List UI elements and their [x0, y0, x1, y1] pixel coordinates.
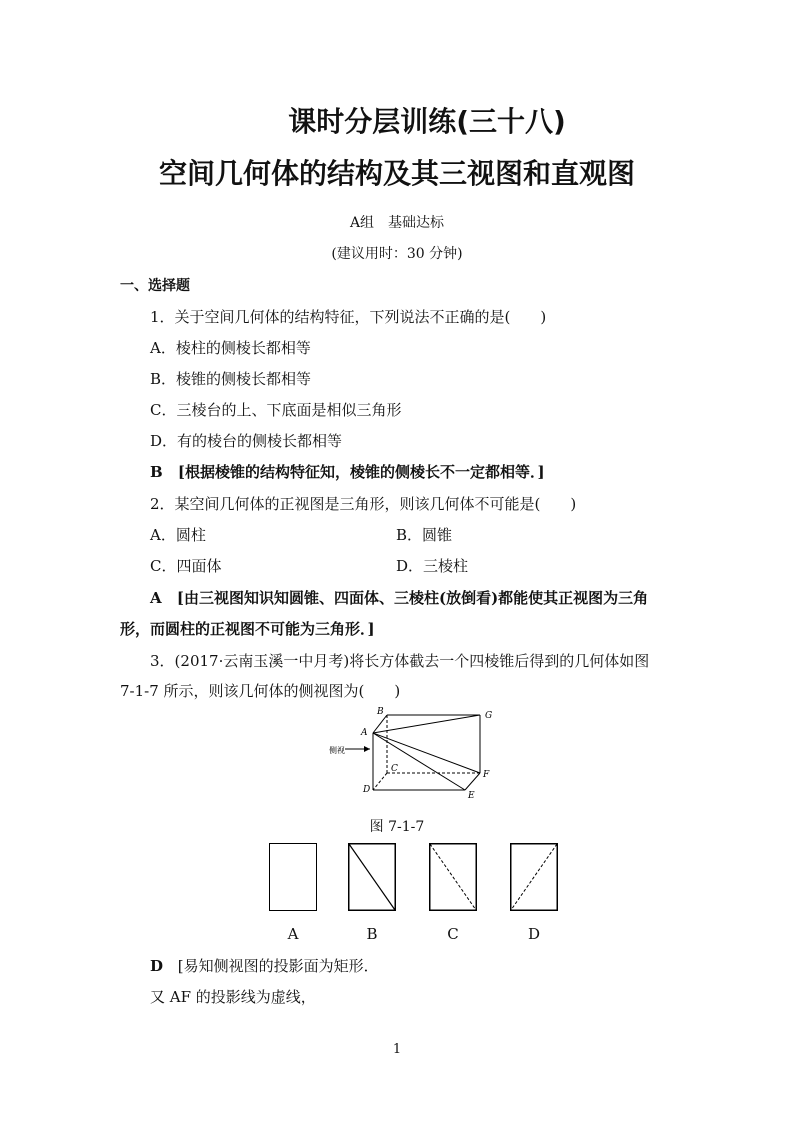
q2-option-a: A．圆柱 — [150, 526, 206, 544]
label-c: C — [391, 764, 398, 774]
edge-ba — [373, 715, 387, 733]
time-hint: (建议用时：30 分钟) — [331, 246, 463, 262]
q3-stem-line1: 3．(2017·云南玉溪一中月考)将长方体截去一个四棱锥后得到的几何体如图 — [150, 652, 650, 670]
q1-option-b: B．棱锥的侧棱长都相等 — [150, 370, 312, 388]
choice-b-label: B — [366, 925, 378, 943]
q1-answer-text: [根据棱锥的结构特征知，棱锥的侧棱长不一定都相等．] — [177, 463, 545, 481]
edge-ag — [373, 715, 480, 733]
choice-a-label: A — [287, 925, 299, 943]
q2-stem: 2．某空间几何体的正视图是三角形，则该几何体不可能是( ) — [150, 495, 577, 513]
choice-d-image — [510, 843, 558, 911]
page-subtitle: 空间几何体的结构及其三视图和直观图 — [158, 157, 635, 190]
q2-option-d: D．三棱柱 — [396, 557, 469, 575]
q2-option-b: B．圆锥 — [396, 526, 453, 544]
q2-option-c: C．四面体 — [150, 557, 222, 575]
label-b: B — [377, 707, 384, 717]
q1-answer — [150, 461, 545, 482]
label-side-view: 侧视 — [329, 746, 345, 755]
arrow-head — [364, 746, 370, 752]
label-e: E — [468, 791, 475, 801]
q2-answer-text-1: [由三视图知识知圆锥、四面体、三棱柱(放倒看)都能使其正视图为三角 — [176, 589, 649, 607]
label-f: F — [483, 770, 490, 780]
edge-ef — [465, 773, 480, 790]
choice-b-image — [348, 843, 396, 911]
q2-answer-line1 — [150, 587, 648, 608]
q2-answer-letter: A — [150, 589, 162, 607]
edge-af — [373, 733, 480, 773]
q3-stem-line2: 7-1-7 所示，则该几何体的侧视图为( ) — [120, 682, 401, 700]
q3-answer-text: [易知侧视图的投影面为矩形． — [177, 957, 379, 975]
q2-answer-text-2: 形，而圆柱的正视图不可能为三角形．] — [120, 620, 375, 638]
q1-option-d: D．有的棱台的侧棱长都相等 — [150, 432, 343, 450]
q1-option-a: A．棱柱的侧棱长都相等 — [150, 339, 311, 357]
q3-answer-letter: D — [150, 957, 164, 975]
choice-a-image — [269, 843, 317, 911]
q1-answer-letter: B — [150, 463, 163, 481]
label-a: A — [361, 728, 368, 738]
section-heading: 一、选择题 — [120, 278, 190, 294]
page-number: 1 — [392, 1042, 402, 1057]
label-g: G — [485, 711, 493, 721]
figure-7-1-7 — [325, 705, 505, 805]
figure-caption: 图 7-1-7 — [369, 819, 425, 835]
choice-c-label: C — [447, 925, 459, 943]
q3-answer — [150, 955, 379, 976]
q1-stem: 1．关于空间几何体的结构特征，下列说法不正确的是( ) — [150, 308, 547, 326]
page-title: 课时分层训练(三十八) — [288, 105, 566, 138]
choice-d-label: D — [527, 925, 541, 943]
edge-cd-hidden — [373, 773, 387, 790]
group-heading: A组 基础达标 — [349, 215, 445, 231]
choice-c-image — [429, 843, 477, 911]
q1-option-c: C．三棱台的上、下底面是相似三角形 — [150, 401, 402, 419]
q3-answer-line2: 又 AF 的投影线为虚线， — [150, 988, 316, 1006]
label-d: D — [363, 785, 371, 795]
